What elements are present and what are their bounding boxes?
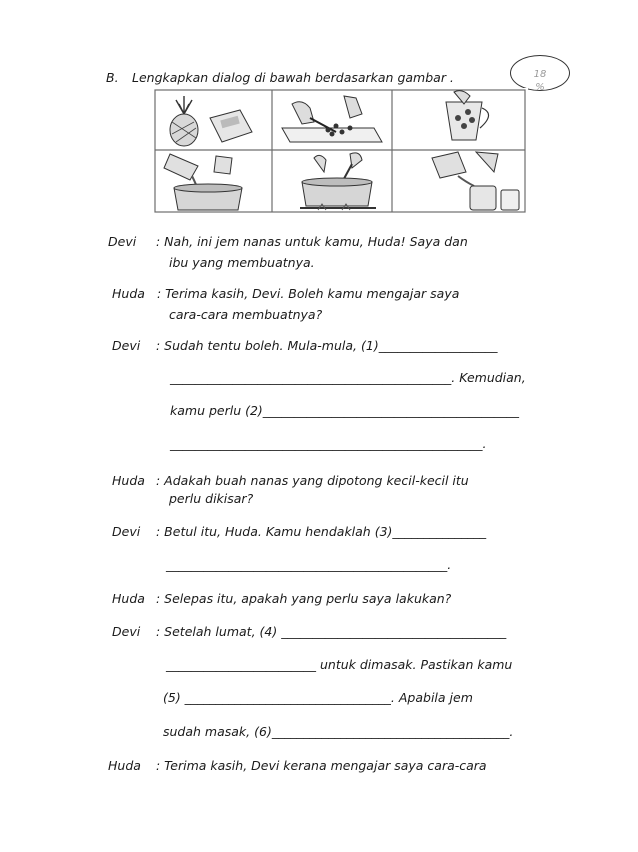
speaker-name: Huda (112, 473, 145, 488)
dialogue-line: : Nah, ini jem nanas untuk kamu, Huda! Saya dan (156, 234, 468, 249)
section-letter: B. (106, 70, 119, 85)
instruction-text: Lengkapkan dialog di bawah berdasarkan gambar . (132, 70, 454, 85)
speaker-name: Huda (112, 591, 145, 606)
dialogue-line: : Betul itu, Huda. Kamu hendaklah (3)_______________ (156, 524, 487, 539)
instruction-heading (106, 70, 454, 85)
speaker-name: Huda (112, 286, 145, 301)
dialogue-line: kamu perlu (2)_________________________________________ (170, 403, 520, 418)
speaker-name: Devi (112, 524, 141, 539)
dialogue-line: (5) _________________________________. Apabila jem (163, 690, 473, 705)
marks-badge-text: 18 % (533, 69, 547, 93)
speaker-name: Devi (112, 338, 141, 353)
dialogue-line: : Terima kasih, Devi. Boleh kamu mengajar saya (157, 286, 460, 301)
dialogue-line: : Sudah tentu boleh. Mula-mula, (1)___________________ (156, 338, 498, 353)
dialogue-line: : Terima kasih, Devi kerana mengajar saya cara-cara (156, 758, 487, 773)
dialogue-line: : Setelah lumat, (4) ____________________________________ (156, 624, 507, 639)
dialogue-line: sudah masak, (6)______________________________________. (163, 724, 514, 739)
dialogue-line: ibu yang membuatnya. (169, 255, 315, 270)
dialogue-line: cara-cara membuatnya? (169, 307, 323, 322)
dialogue-line: ________________________ untuk dimasak. Pastikan kamu (166, 657, 513, 672)
speaker-name: Devi (108, 234, 137, 249)
dialogue-line: _____________________________________________. (166, 557, 452, 572)
dialogue-line: _____________________________________________. Kemudian, (170, 370, 526, 385)
dialogue-line: : Adakah buah nanas yang dipotong kecil-kecil itu (156, 473, 469, 488)
jam-making-illustration (106, 88, 528, 215)
dialogue-line: perlu dikisar? (169, 491, 254, 506)
dialogue-line: __________________________________________________. (170, 436, 487, 451)
speaker-name: Huda (108, 758, 141, 773)
dialogue-line: : Selepas itu, apakah yang perlu saya lakukan? (156, 591, 452, 606)
speaker-name: Devi (112, 624, 141, 639)
